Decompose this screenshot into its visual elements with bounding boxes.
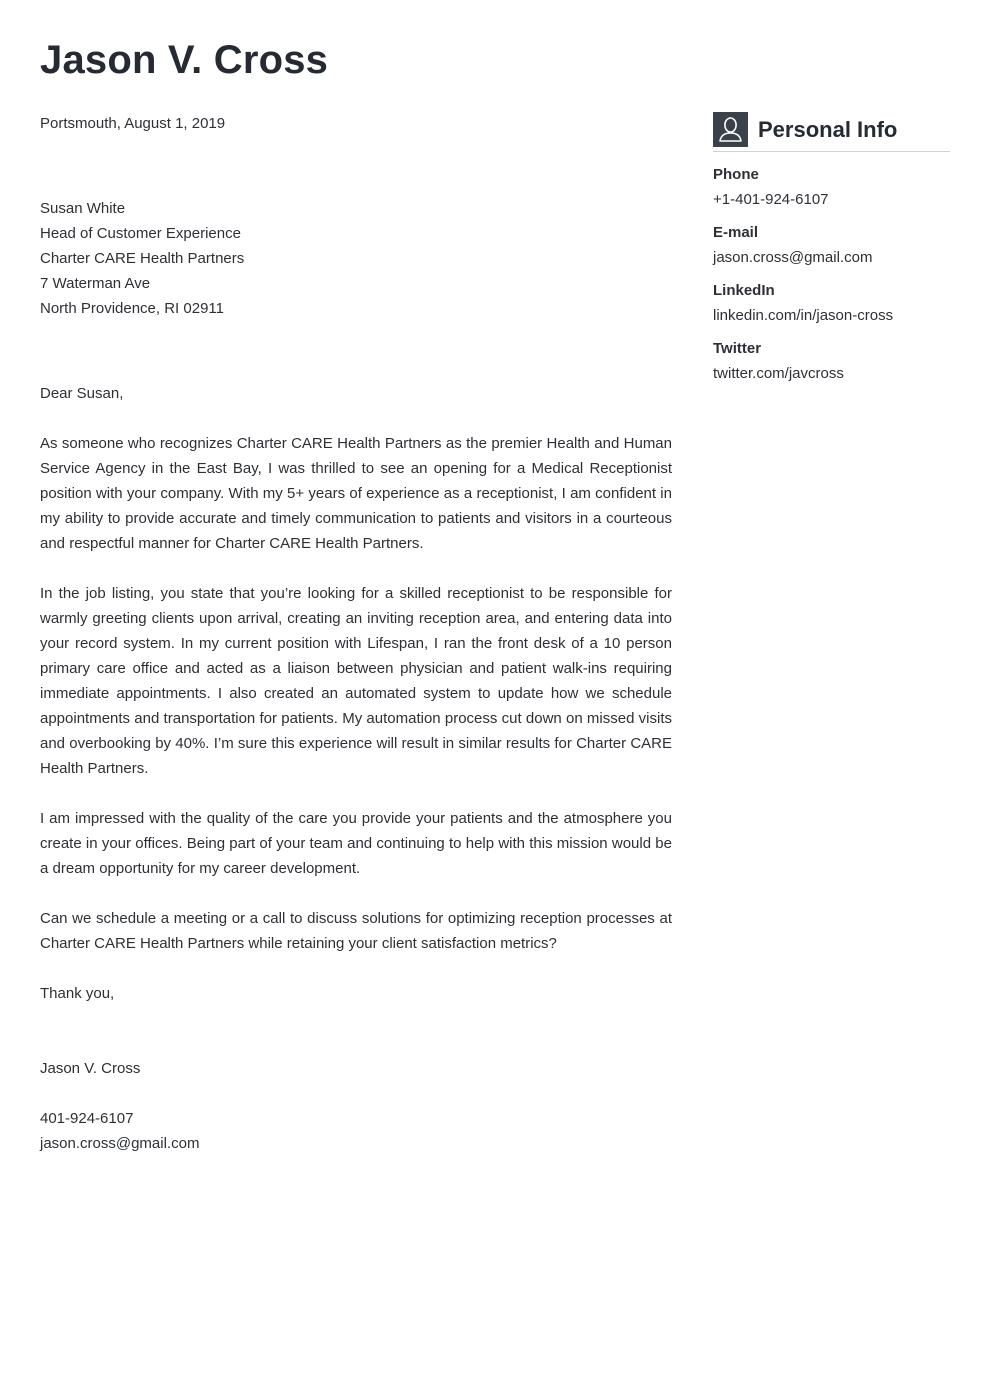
- personal-info-title: Personal Info: [758, 116, 898, 142]
- recipient-street: 7 Waterman Ave: [40, 275, 151, 292]
- info-item-linkedin: [713, 280, 950, 327]
- recipient-city: North Providence, RI 02911: [40, 300, 224, 317]
- info-label: Phone: [713, 166, 759, 183]
- body-paragraph: In the job listing, you state that you’re looking for a skilled receptionist to be responsible for warmly greeting clients upon arrival, creating an inviting reception area, and entering data into your record system. In my current position with Lifespan, I ran the front desk of a 10 person primary care office and acted as a liaison between physician and patient walk-ins requiring immediate appointments. I also created an automated system to update how we schedule appointments and transportation for patients. My automation process cut down on missed visits and overbooking by 40%. I’m sure this experience will result in similar results for Charter CARE Health Partners.: [40, 585, 672, 777]
- personal-info-list: [713, 152, 950, 385]
- recipient-company: Charter CARE Health Partners: [40, 250, 245, 267]
- body-paragraph: Can we schedule a meeting or a call to discuss solutions for optimizing reception processes at Charter CARE Health Partners while retaining your client satisfaction metrics?: [40, 910, 672, 952]
- info-label: E-mail: [713, 224, 759, 241]
- salutation: Dear Susan,: [40, 385, 124, 402]
- phone-value: +1-401-924-6107: [713, 191, 829, 208]
- applicant-name: Jason V. Cross: [40, 38, 329, 82]
- recipient-title: Head of Customer Experience: [40, 225, 241, 242]
- info-item-email: [713, 222, 950, 269]
- personal-info-header: [713, 112, 950, 152]
- info-label: LinkedIn: [713, 282, 775, 299]
- recipient-name: Susan White: [40, 200, 126, 217]
- signature-email: jason.cross@gmail.com: [40, 1135, 200, 1152]
- signature-phone: 401-924-6107: [40, 1110, 134, 1127]
- info-item-twitter: [713, 338, 950, 385]
- info-label: Twitter: [713, 340, 762, 357]
- body-paragraph: As someone who recognizes Charter CARE Health Partners as the premier Health and Human Service Agency in the East Bay, I was thrilled to see an opening for a Medical Receptionist position with your company. With my 5+ years of experience as a receptionist, I am confident in my ability to provide accurate and timely communication to patients and visitors in a courteous and respectful manner for Charter CARE Health Partners.: [40, 435, 672, 552]
- body-paragraph: I am impressed with the quality of the care you provide your patients and the atmosphere you create in your offices. Being part of your team and continuing to help with this mission would be a dream opportunity for my career development.: [40, 810, 672, 877]
- email-value: jason.cross@gmail.com: [713, 249, 873, 266]
- twitter-value: twitter.com/javcross: [713, 365, 844, 382]
- letter-date: Portsmouth, August 1, 2019: [40, 115, 226, 132]
- cover-letter-body: [40, 111, 672, 1156]
- personal-info-sidebar: [713, 112, 950, 396]
- closing: Thank you,: [40, 985, 115, 1002]
- info-item-phone: [713, 164, 950, 211]
- linkedin-value: linkedin.com/in/jason-cross: [713, 307, 894, 324]
- recipient-address-block: [40, 196, 672, 321]
- signature-name: Jason V. Cross: [40, 1060, 141, 1077]
- person-icon: [713, 112, 748, 147]
